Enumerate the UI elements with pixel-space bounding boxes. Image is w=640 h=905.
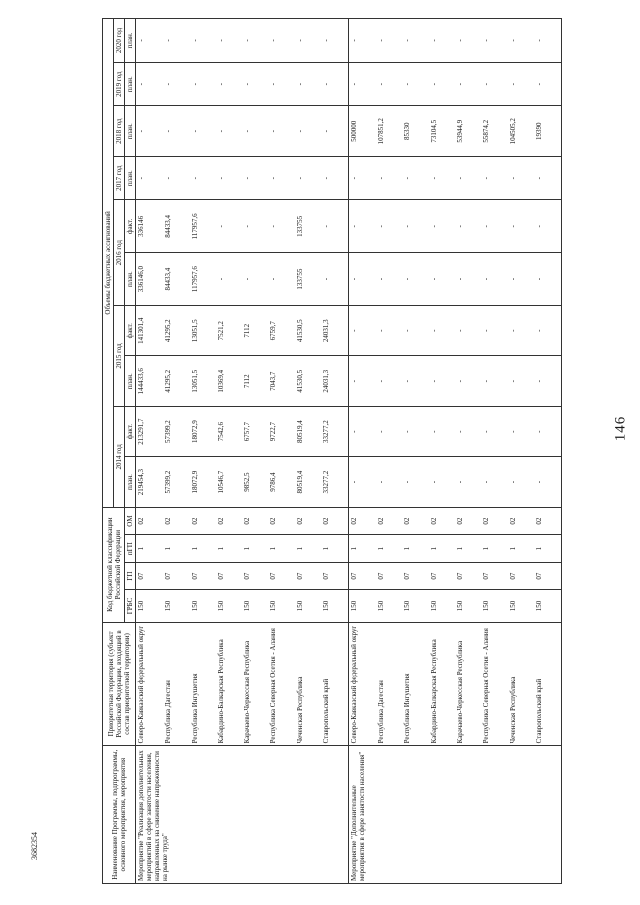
value-cell-f14: - [481,406,507,456]
value-cell-f15: - [455,306,481,356]
value-cell-p20: - [321,19,349,63]
value-cell-f16: 133755 [295,200,321,253]
territory-cell: Республика Северная Осетия - Алания [268,622,294,746]
value-cell-p17: - [508,156,534,200]
value-cell-f14: 80519,4 [295,406,321,456]
header-plan-2020: план. [125,19,136,63]
value-cell-f16: - [508,200,534,253]
value-cell-pgp: 1 [349,535,377,563]
value-cell-p20: - [481,19,507,63]
value-cell-f15: - [402,306,428,356]
value-cell-p18: - [242,106,268,156]
value-cell-f15: 7112 [242,306,268,356]
value-cell-f15: 13051,5 [190,306,216,356]
value-cell-grbs: 150 [163,590,189,622]
value-cell-f16: - [481,200,507,253]
document-id: 3682354 [30,832,39,860]
value-cell-p19: - [295,62,321,106]
value-cell-p16: - [216,253,242,306]
value-cell-gp: 07 [190,562,216,590]
value-cell-p19: - [321,62,349,106]
value-cell-grbs: 150 [321,590,349,622]
value-cell-p20: - [376,19,402,63]
header-year-2020: 2020 год [114,19,125,63]
value-cell-om: 02 [242,507,268,535]
value-cell-f16: - [429,200,455,253]
value-cell-p17: - [376,156,402,200]
value-cell-p14: 9852,5 [242,457,268,507]
value-cell-p18: 104505,2 [508,106,534,156]
value-cell-p20: - [163,19,189,63]
value-cell-p17: - [136,156,164,200]
value-cell-f15: 41530,5 [295,306,321,356]
value-cell-om: 02 [376,507,402,535]
value-cell-gp: 07 [481,562,507,590]
value-cell-p18: - [163,106,189,156]
value-cell-f15: 141301,4 [136,306,164,356]
value-cell-pgp: 1 [508,535,534,563]
value-cell-p18: 500000 [349,106,377,156]
value-cell-p15: - [481,356,507,406]
value-cell-p19: - [242,62,268,106]
value-cell-p16: - [268,253,294,306]
header-territory: Приоритетная территория (субъект Российской Федерации, входящий в состав приоритетной территории) [103,622,136,746]
value-cell-p17: - [455,156,481,200]
value-cell-grbs: 150 [136,590,164,622]
value-cell-om: 02 [190,507,216,535]
value-cell-p20: - [534,19,562,63]
budget-allocation-table [102,18,562,884]
measure-title: Мероприятие "Реализация дополнительных мероприятий в сфере занятости населения, направленных на снижение напряженности на рынке труда" [136,746,349,884]
territory-cell: Республика Дагестан [376,622,402,746]
value-cell-om: 02 [136,507,164,535]
value-cell-p18: 85330 [402,106,428,156]
value-cell-f16: - [321,200,349,253]
value-cell-gp: 07 [508,562,534,590]
value-cell-f16: - [242,200,268,253]
value-cell-p19: - [190,62,216,106]
value-cell-p19: - [429,62,455,106]
budget-table-wrapper [102,18,562,884]
value-cell-om: 02 [508,507,534,535]
value-cell-gp: 07 [216,562,242,590]
value-cell-p19: - [376,62,402,106]
value-cell-f14: 7542,6 [216,406,242,456]
header-year-2019: 2019 год [114,62,125,106]
value-cell-gp: 07 [402,562,428,590]
value-cell-om: 02 [534,507,562,535]
header-budget-code: Код бюджетной классификации Российской Федерации [103,507,125,622]
value-cell-pgp: 1 [402,535,428,563]
value-cell-gp: 07 [455,562,481,590]
value-cell-pgp: 1 [376,535,402,563]
value-cell-p17: - [402,156,428,200]
header-year-2017: 2017 год [114,156,125,200]
value-cell-om: 02 [349,507,377,535]
value-cell-p19: - [534,62,562,106]
value-cell-p15: 41530,5 [295,356,321,406]
value-cell-p18: - [216,106,242,156]
value-cell-p20: - [455,19,481,63]
value-cell-f15: 6759,7 [268,306,294,356]
value-cell-pgp: 1 [481,535,507,563]
value-cell-p18: - [268,106,294,156]
header-plan-2017: план. [125,156,136,200]
value-cell-p16: 117957,6 [190,253,216,306]
value-cell-p19: - [455,62,481,106]
value-cell-f14: - [376,406,402,456]
value-cell-grbs: 150 [242,590,268,622]
value-cell-f14: - [534,406,562,456]
value-cell-pgp: 1 [190,535,216,563]
value-cell-p20: - [242,19,268,63]
value-cell-p14: 219454,3 [136,457,164,507]
value-cell-om: 02 [481,507,507,535]
value-cell-p20: - [216,19,242,63]
value-cell-p16: - [402,253,428,306]
value-cell-p16: - [481,253,507,306]
territory-cell: Республика Северная Осетия - Алания [481,622,507,746]
value-cell-p18: 107851,2 [376,106,402,156]
header-plan-2019: план. [125,62,136,106]
value-cell-f15: 7521,2 [216,306,242,356]
value-cell-pgp: 1 [429,535,455,563]
value-cell-p14: - [429,457,455,507]
value-cell-p15: - [534,356,562,406]
value-cell-f14: - [402,406,428,456]
measure-additional-rows [349,19,562,884]
value-cell-f16: - [534,200,562,253]
value-cell-pgp: 1 [242,535,268,563]
value-cell-p16: 84433,4 [163,253,189,306]
value-cell-grbs: 150 [349,590,377,622]
header-grbs: ГРБС [125,590,136,622]
territory-cell: Карачаево-Черкесская Республика [242,622,268,746]
header-year-2018: 2018 год [114,106,125,156]
value-cell-f14: 6757,7 [242,406,268,456]
value-cell-p20: - [508,19,534,63]
value-cell-p17: - [321,156,349,200]
value-cell-grbs: 150 [429,590,455,622]
value-cell-om: 02 [429,507,455,535]
territory-cell: Карачаево-Черкесская Республика [455,622,481,746]
value-cell-p20: - [268,19,294,63]
territory-cell: Чеченская Республика [295,622,321,746]
value-cell-f15: 41295,2 [163,306,189,356]
value-cell-p16: 133755 [295,253,321,306]
header-fact-2016: факт. [125,200,136,253]
value-cell-f14: - [429,406,455,456]
value-cell-f16: 84433,4 [163,200,189,253]
value-cell-p16: - [508,253,534,306]
value-cell-p15: 24031,3 [321,356,349,406]
value-cell-p17: - [242,156,268,200]
value-cell-p15: - [349,356,377,406]
header-year-2015: 2015 год [114,306,125,407]
value-cell-f15: - [429,306,455,356]
value-cell-p16: - [321,253,349,306]
value-cell-f16: 117957,6 [190,200,216,253]
value-cell-gp: 07 [349,562,377,590]
territory-cell: Чеченская Республика [508,622,534,746]
value-cell-f16: 336146 [136,200,164,253]
value-cell-f15: - [508,306,534,356]
value-cell-p16: - [534,253,562,306]
value-cell-p14: 57399,2 [163,457,189,507]
value-cell-om: 02 [216,507,242,535]
value-cell-grbs: 150 [295,590,321,622]
value-cell-p14: - [534,457,562,507]
header-om: ОМ [125,507,136,535]
value-cell-p15: - [402,356,428,406]
value-cell-om: 02 [268,507,294,535]
value-cell-grbs: 150 [402,590,428,622]
territory-cell: Ставропольский край [534,622,562,746]
value-cell-p14: - [455,457,481,507]
value-cell-f14: 18072,9 [190,406,216,456]
value-cell-p16: - [376,253,402,306]
value-cell-grbs: 150 [481,590,507,622]
value-cell-p17: - [190,156,216,200]
value-cell-grbs: 150 [455,590,481,622]
value-cell-p20: - [295,19,321,63]
header-program-name: Наименование Программы, подпрограммы, основного мероприятия, мероприятия [103,746,136,884]
value-cell-p14: 9786,4 [268,457,294,507]
header-year-2014: 2014 год [114,406,125,507]
value-cell-gp: 07 [163,562,189,590]
value-cell-f15: - [481,306,507,356]
value-cell-p17: - [534,156,562,200]
value-cell-p15: 10369,4 [216,356,242,406]
value-cell-p14: - [508,457,534,507]
value-cell-p16: - [429,253,455,306]
value-cell-f14: - [349,406,377,456]
value-cell-p17: - [268,156,294,200]
value-cell-p19: - [216,62,242,106]
value-cell-f15: 24031,3 [321,306,349,356]
value-cell-p14: 18072,9 [190,457,216,507]
value-cell-om: 02 [295,507,321,535]
value-cell-gp: 07 [321,562,349,590]
value-cell-p19: - [136,62,164,106]
value-cell-f16: - [455,200,481,253]
value-cell-p18: - [321,106,349,156]
value-cell-p16: 336146,0 [136,253,164,306]
value-cell-grbs: 150 [216,590,242,622]
value-cell-om: 02 [455,507,481,535]
value-cell-p19: - [402,62,428,106]
value-cell-p15: - [508,356,534,406]
value-cell-p20: - [349,19,377,63]
value-cell-f14: 9722,7 [268,406,294,456]
value-cell-p14: - [376,457,402,507]
value-cell-grbs: 150 [534,590,562,622]
value-cell-p15: 13051,5 [190,356,216,406]
value-cell-gp: 07 [136,562,164,590]
value-cell-gp: 07 [242,562,268,590]
value-cell-f15: - [349,306,377,356]
value-cell-pgp: 1 [321,535,349,563]
value-cell-pgp: 1 [216,535,242,563]
value-cell-om: 02 [402,507,428,535]
header-plan-2014: план. [125,457,136,507]
value-cell-p20: - [402,19,428,63]
value-cell-p14: - [402,457,428,507]
value-cell-p17: - [216,156,242,200]
value-cell-p14: 10546,7 [216,457,242,507]
value-cell-p19: - [268,62,294,106]
value-cell-p18: - [190,106,216,156]
measure-title: Мероприятие "Дополнительные мероприятия в сфере занятости населения" [349,746,562,884]
value-cell-grbs: 150 [190,590,216,622]
value-cell-p19: - [163,62,189,106]
table-row [349,19,377,884]
value-cell-p14: - [349,457,377,507]
value-cell-p17: - [163,156,189,200]
value-cell-p15: - [376,356,402,406]
page-number: 146 [612,415,629,442]
value-cell-p18: 55874,2 [481,106,507,156]
value-cell-p15: 144433,6 [136,356,164,406]
value-cell-p19: - [508,62,534,106]
header-year-2016: 2016 год [114,200,125,306]
value-cell-f16: - [349,200,377,253]
value-cell-p19: - [481,62,507,106]
territory-cell: Кабардино-Балкарская Республика [429,622,455,746]
value-cell-f15: - [376,306,402,356]
value-cell-p14: 33277,2 [321,457,349,507]
header-fact-2014: факт. [125,406,136,456]
header-pgp: пГП [125,535,136,563]
value-cell-f14: 213291,7 [136,406,164,456]
value-cell-gp: 07 [268,562,294,590]
value-cell-p17: - [481,156,507,200]
value-cell-pgp: 1 [455,535,481,563]
value-cell-p16: - [242,253,268,306]
value-cell-grbs: 150 [268,590,294,622]
value-cell-pgp: 1 [295,535,321,563]
value-cell-p20: - [190,19,216,63]
territory-cell: Ставропольский край [321,622,349,746]
value-cell-p17: - [429,156,455,200]
value-cell-f16: - [268,200,294,253]
value-cell-p18: 19390 [534,106,562,156]
header-fact-2015: факт. [125,306,136,356]
territory-cell: Северо-Кавказский федеральный округ [349,622,377,746]
measure-implementation-rows [136,19,349,884]
value-cell-pgp: 1 [136,535,164,563]
territory-cell: Республика Дагестан [163,622,189,746]
territory-cell: Республика Ингушетия [190,622,216,746]
value-cell-p16: - [455,253,481,306]
value-cell-f14: - [455,406,481,456]
territory-cell: Кабардино-Балкарская Республика [216,622,242,746]
value-cell-p15: 7043,7 [268,356,294,406]
value-cell-gp: 07 [376,562,402,590]
value-cell-f14: 33277,2 [321,406,349,456]
value-cell-pgp: 1 [534,535,562,563]
value-cell-p14: - [481,457,507,507]
value-cell-p17: - [295,156,321,200]
value-cell-f14: 57399,2 [163,406,189,456]
value-cell-p18: 73104,5 [429,106,455,156]
value-cell-gp: 07 [534,562,562,590]
value-cell-grbs: 150 [508,590,534,622]
value-cell-p17: - [349,156,377,200]
value-cell-p14: 80519,4 [295,457,321,507]
value-cell-f14: - [508,406,534,456]
value-cell-p16: - [349,253,377,306]
table-row [136,19,164,884]
territory-cell: Республика Ингушетия [402,622,428,746]
header-gp: ГП [125,562,136,590]
header-volumes: Объемы бюджетных ассигнований [103,19,114,508]
value-cell-f16: - [402,200,428,253]
value-cell-p15: - [455,356,481,406]
header-plan-2018: план. [125,106,136,156]
value-cell-p15: - [429,356,455,406]
value-cell-gp: 07 [295,562,321,590]
header-plan-2016: план. [125,253,136,306]
value-cell-p18: - [136,106,164,156]
value-cell-grbs: 150 [376,590,402,622]
value-cell-gp: 07 [429,562,455,590]
value-cell-f16: - [376,200,402,253]
value-cell-pgp: 1 [268,535,294,563]
value-cell-p19: - [349,62,377,106]
value-cell-p15: 41295,2 [163,356,189,406]
value-cell-pgp: 1 [163,535,189,563]
territory-cell: Северо-Кавказский федеральный округ [136,622,164,746]
value-cell-f15: - [534,306,562,356]
value-cell-p20: - [136,19,164,63]
value-cell-om: 02 [321,507,349,535]
value-cell-f16: - [216,200,242,253]
value-cell-p20: - [429,19,455,63]
value-cell-om: 02 [163,507,189,535]
value-cell-p18: - [295,106,321,156]
header-plan-2015: план. [125,356,136,406]
value-cell-p15: 7112 [242,356,268,406]
value-cell-p18: 53944,9 [455,106,481,156]
